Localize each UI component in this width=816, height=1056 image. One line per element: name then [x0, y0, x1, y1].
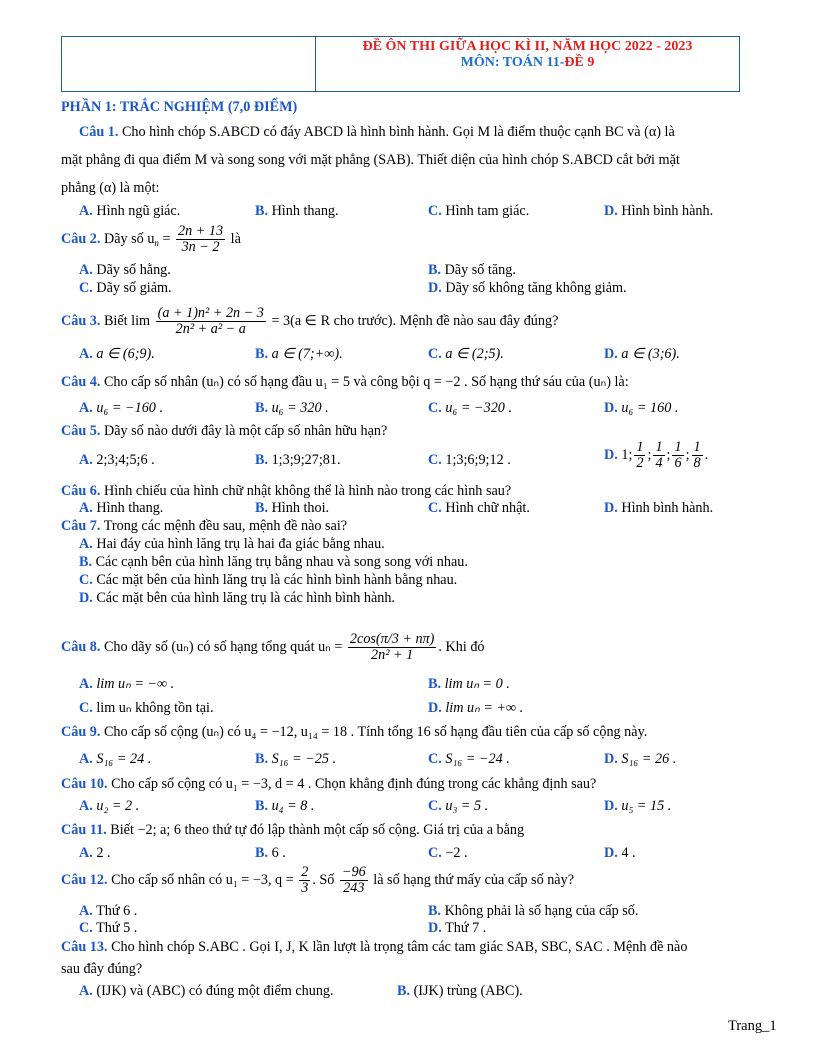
exam-title: ĐỀ ÔN THI GIỮA HỌC KÌ II, NĂM HỌC 2022 - 2023: [362, 39, 693, 54]
q2-option-a: A. Dãy số hằng.: [79, 262, 171, 278]
q9-option-d: D. S₁₆ = 26 .: [604, 751, 677, 767]
q7-option-b: B. Các cạnh bên của hình lăng trụ bằng nhau và song song với nhau.: [79, 554, 468, 570]
q9-option-a: A. S₁₆ = 24 .: [79, 751, 152, 767]
q4-option-c: C. u₆ = −320 .: [428, 400, 512, 416]
exam-subject: MÔN: TOÁN 11-ĐỀ 9: [460, 55, 595, 70]
q4-option-d: D. u₆ = 160 .: [604, 400, 679, 416]
q1-option-d: D. Hình bình hành.: [604, 203, 714, 219]
q12-option-d: D. Thứ 7 .: [428, 920, 487, 936]
page-footer: Trang_1: [728, 1018, 777, 1034]
q8-option-d: D. lim uₙ = +∞ .: [428, 700, 524, 716]
q8-option-a: A. lim uₙ = −∞ .: [79, 676, 175, 692]
q12-option-b: B. Không phải là số hạng của cấp số.: [428, 903, 639, 919]
section-title: PHẦN 1: TRẮC NGHIỆM (7,0 ĐIỂM): [61, 99, 298, 115]
q11-option-a: A. 2 .: [79, 845, 111, 861]
q8-option-b: B. lim uₙ = 0 .: [428, 676, 510, 692]
q13-option-b: B. (IJK) trùng (ABC).: [397, 983, 523, 999]
question-1-line2: mặt phẳng đi qua điểm M và song song với mặt phẳng (SAB). Thiết diện của hình chóp S.ABCD cắt bởi mặt: [61, 152, 680, 168]
q12-term-fraction: $\frac{-96}{243}$: [341, 864, 366, 897]
question-13-line2: sau đây đúng?: [61, 961, 143, 977]
question-2: Câu 2. Dãy số $u_n$ = $\frac{2n + 13}{3n - 2}$ là: [61, 223, 241, 256]
q12-option-c: C. Thứ 5 .: [79, 920, 138, 936]
q2-option-d: D. Dãy số không tăng không giảm.: [428, 280, 627, 296]
q5-option-b: B. 1;3;9;27;81.: [255, 452, 341, 468]
q11-option-c: C. −2 .: [428, 845, 468, 861]
q4-option-a: A. u₆ = −160 .: [79, 400, 163, 416]
q3-option-d: D. a ∈ (3;6).: [604, 346, 680, 362]
q1-option-b: B. Hình thang.: [255, 203, 339, 219]
question-1: Câu 1. Cho hình chóp S.ABCD có đáy ABCD là hình bình hành. Gọi M là điểm thuộc cạnh BC và (α) là: [79, 124, 675, 140]
q10-option-c: C. u₃ = 5 .: [428, 798, 489, 814]
q8-option-c: C. lim uₙ không tồn tại.: [79, 700, 214, 716]
q6-option-a: A. Hình thang.: [79, 500, 164, 516]
q3-option-a: A. a ∈ (6;9).: [79, 346, 155, 362]
q9-option-c: C. S₁₆ = −24 .: [428, 751, 510, 767]
question-10: Câu 10. Cho cấp số cộng có u₁ = −3, d = 4 . Chọn khẳng định đúng trong các khẳng định sau?: [61, 776, 597, 792]
q5-option-c: C. 1;3;6;9;12 .: [428, 452, 511, 468]
q7-option-d: D. Các mặt bên của hình lăng trụ là các hình bình hành.: [79, 590, 395, 606]
question-7: Câu 7. Trong các mệnh đều sau, mệnh đề nào sai?: [61, 518, 348, 534]
q3-option-b: B. a ∈ (7;+∞).: [255, 346, 343, 362]
q3-option-c: C. a ∈ (2;5).: [428, 346, 504, 362]
q8-fraction: $\frac{2\cos(\pi/3 + n\pi)}{\text{2n² + 1}}$: [349, 631, 435, 664]
q9-option-b: B. S₁₆ = −25 .: [255, 751, 337, 767]
q2-option-b: B. Dãy số tăng.: [428, 262, 516, 278]
q6-option-c: C. Hình chữ nhật.: [428, 500, 530, 516]
question-12: Câu 12. Cho cấp số nhân có u₁ = −3, q = $\frac{2}{3}$ . Số $\frac{-96}{243}$ là số hạng thứ mấy của cấp số này?: [61, 864, 574, 897]
q7-option-a: A. Hai đáy của hình lăng trụ là hai đa giác bằng nhau.: [79, 536, 385, 552]
question-3: Câu 3. Biết lim $\frac{\text{(a + 1)n² + 2n − 3}}{\text{2n² + a² − a}}$ = 3(a ∈ R cho trước). Mệnh đề nào sau đây đúng?: [61, 305, 559, 338]
question-11: Câu 11. Biết −2; a; 6 theo thứ tự đó lập thành một cấp số cộng. Giá trị của a bằng: [61, 822, 525, 838]
q2-fraction: $\frac{2n + 13}{3n - 2}$: [178, 223, 224, 256]
q12-option-a: A. Thứ 6 .: [79, 903, 138, 919]
q5-option-a: A. 2;3;4;5;6 .: [79, 452, 155, 468]
q6-option-b: B. Hình thoi.: [255, 500, 330, 516]
q6-option-d: D. Hình bình hành.: [604, 500, 714, 516]
q11-option-b: B. 6 .: [255, 845, 286, 861]
question-1-line3: phẳng (α) là một:: [61, 180, 160, 196]
question-5: Câu 5. Dãy số nào dưới đây là một cấp số nhân hữu hạn?: [61, 423, 388, 439]
q10-option-a: A. u₂ = 2 .: [79, 798, 140, 814]
q2-option-c: C. Dãy số giảm.: [79, 280, 172, 296]
q5-option-d: D. 1; $\frac{1}{2}$ ; $\frac{1}{4}$ ; $\frac{1}{6}$ ; $\frac{1}{8}$ .: [604, 439, 709, 472]
q13-option-a: A. (IJK) và (ABC) có đúng một điểm chung.: [79, 983, 334, 999]
q12-ratio-fraction: $\frac{2}{3}$: [301, 864, 309, 897]
question-13: Câu 13. Cho hình chóp S.ABC . Gọi I, J, K lần lượt là trọng tâm các tam giác SAB, SBC, SAC . Mệnh đề nào: [61, 939, 688, 955]
q10-option-d: D. u₅ = 15 .: [604, 798, 672, 814]
q1-option-a: A. Hình ngũ giác.: [79, 203, 181, 219]
question-4: Câu 4. Cho cấp số nhân (uₙ) có số hạng đầu u₁ = 5 và công bội q = −2 . Số hạng thứ sáu của (uₙ) là:: [61, 374, 629, 390]
question-9: Câu 9. Cho cấp số cộng (uₙ) có u₄ = −12, u₁₄ = 18 . Tính tổng 16 số hạng đầu tiên của cấp số cộng này.: [61, 724, 648, 740]
q4-option-b: B. u₆ = 320 .: [255, 400, 329, 416]
question-6: Câu 6. Hình chiếu của hình chữ nhật không thể là hình nào trong các hình sau?: [61, 483, 512, 499]
q3-fraction: $\frac{\text{(a + 1)n² + 2n − 3}}{\text{2n² + a² − a}}$: [157, 305, 264, 338]
q10-option-b: B. u₄ = 8 .: [255, 798, 315, 814]
question-8: Câu 8. Cho dãy số (uₙ) có số hạng tổng quát uₙ = $\frac{2\cos(\pi/3 + n\pi)}{\text{2n² + 1}}$ . Khi đó: [61, 631, 485, 664]
header-box: [61, 36, 740, 92]
q11-option-d: D. 4 .: [604, 845, 636, 861]
q1-option-c: C. Hình tam giác.: [428, 203, 530, 219]
q7-option-c: C. Các mặt bên của hình lăng trụ là các hình bình hành bằng nhau.: [79, 572, 458, 588]
